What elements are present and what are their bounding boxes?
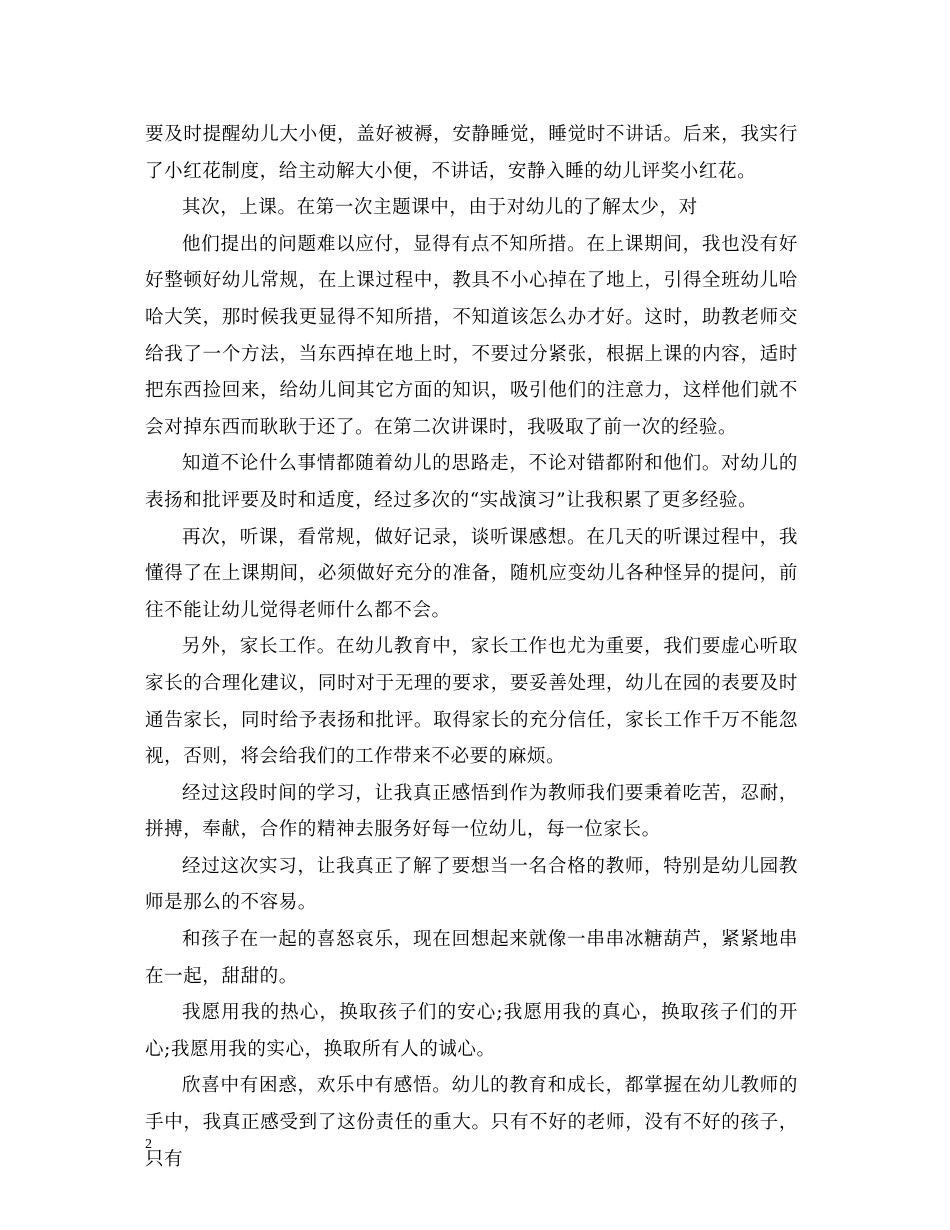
page-number: 2: [145, 1137, 152, 1152]
paragraph: 和孩子在一起的喜怒哀乐，现在回想起来就像一串串冰糖葫芦，紧紧地串在一起，甜甜的。: [145, 929, 798, 987]
paragraph: 要及时提醒幼儿大小便，盖好被褥，安静睡觉，睡觉时不讲话。后来，我实行了小红花制度，给主动解大小便，不讲话，安静入睡的幼儿评奖小红花。: [145, 124, 798, 182]
paragraph: 欣喜中有困惑，欢乐中有感悟。幼儿的教育和成长，都掌握在幼儿教师的手中，我真正感受到了这份责任的重大。只有不好的老师，没有不好的孩子，只有: [145, 1075, 798, 1170]
paragraph: 其次，上课。在第一次主题课中，由于对幼儿的了解太少，对: [182, 197, 698, 219]
paragraph: 经过这段时间的学习，让我真正感悟到作为教师我们要秉着吃苦，忍耐，拼搏，奉献，合作的精神去服务好每一位幼儿，每一位家长。: [145, 782, 798, 841]
document-body: [145, 117, 798, 1178]
paragraph: 另外，家长工作。在幼儿教育中，家长工作也尤为重要，我们要虚心听取家长的合理化建议，同时对于无理的要求，要妥善处理，幼儿在园的表要及时通告家长，同时给予表扬和批评。取得家长的充分信任，家长工作千万不能忽视，否则，将会给我们的工作带来不必要的麻烦。: [145, 636, 798, 768]
paragraph: 知道不论什么事情都随着幼儿的思路走，不论对错都附和他们。对幼儿的表扬和批评要及时和适度，经过多次的“实战演习”让我积累了更多经验。: [145, 453, 798, 511]
paragraph: 再次，听课，看常规，做好记录，谈听课感想。在几天的听课过程中，我懂得了在上课期间，必须做好充分的准备，随机应变幼儿各种怪异的提问，前往不能让幼儿觉得老师什么都不会。: [145, 526, 798, 621]
paragraph: 他们提出的问题难以应付，显得有点不知所措。在上课期间，我也没有好好整顿好幼儿常规，在上课过程中，教具不小心掉在了地上，引得全班幼儿哈哈大笑，那时候我更显得不知所措，不知道该怎么办才好。这时，助教老师交给我了一个方法，当东西掉在地上时，不要过分紧张，根据上课的内容，适时把东西捡回来，给幼儿间其它方面的知识，吸引他们的注意力，这样他们就不会对掉东西而耿耿于还了。在第二次讲课时，我吸取了前一次的经验。: [145, 233, 798, 438]
paragraph: 经过这次实习，让我真正了解了要想当一名合格的教师，特别是幼儿园教师是那么的不容易。: [145, 855, 798, 914]
paragraph: 我愿用我的热心，换取孩子们的安心;我愿用我的真心，换取孩子们的开心;我愿用我的实心，换取所有人的诚心。: [145, 1002, 798, 1060]
